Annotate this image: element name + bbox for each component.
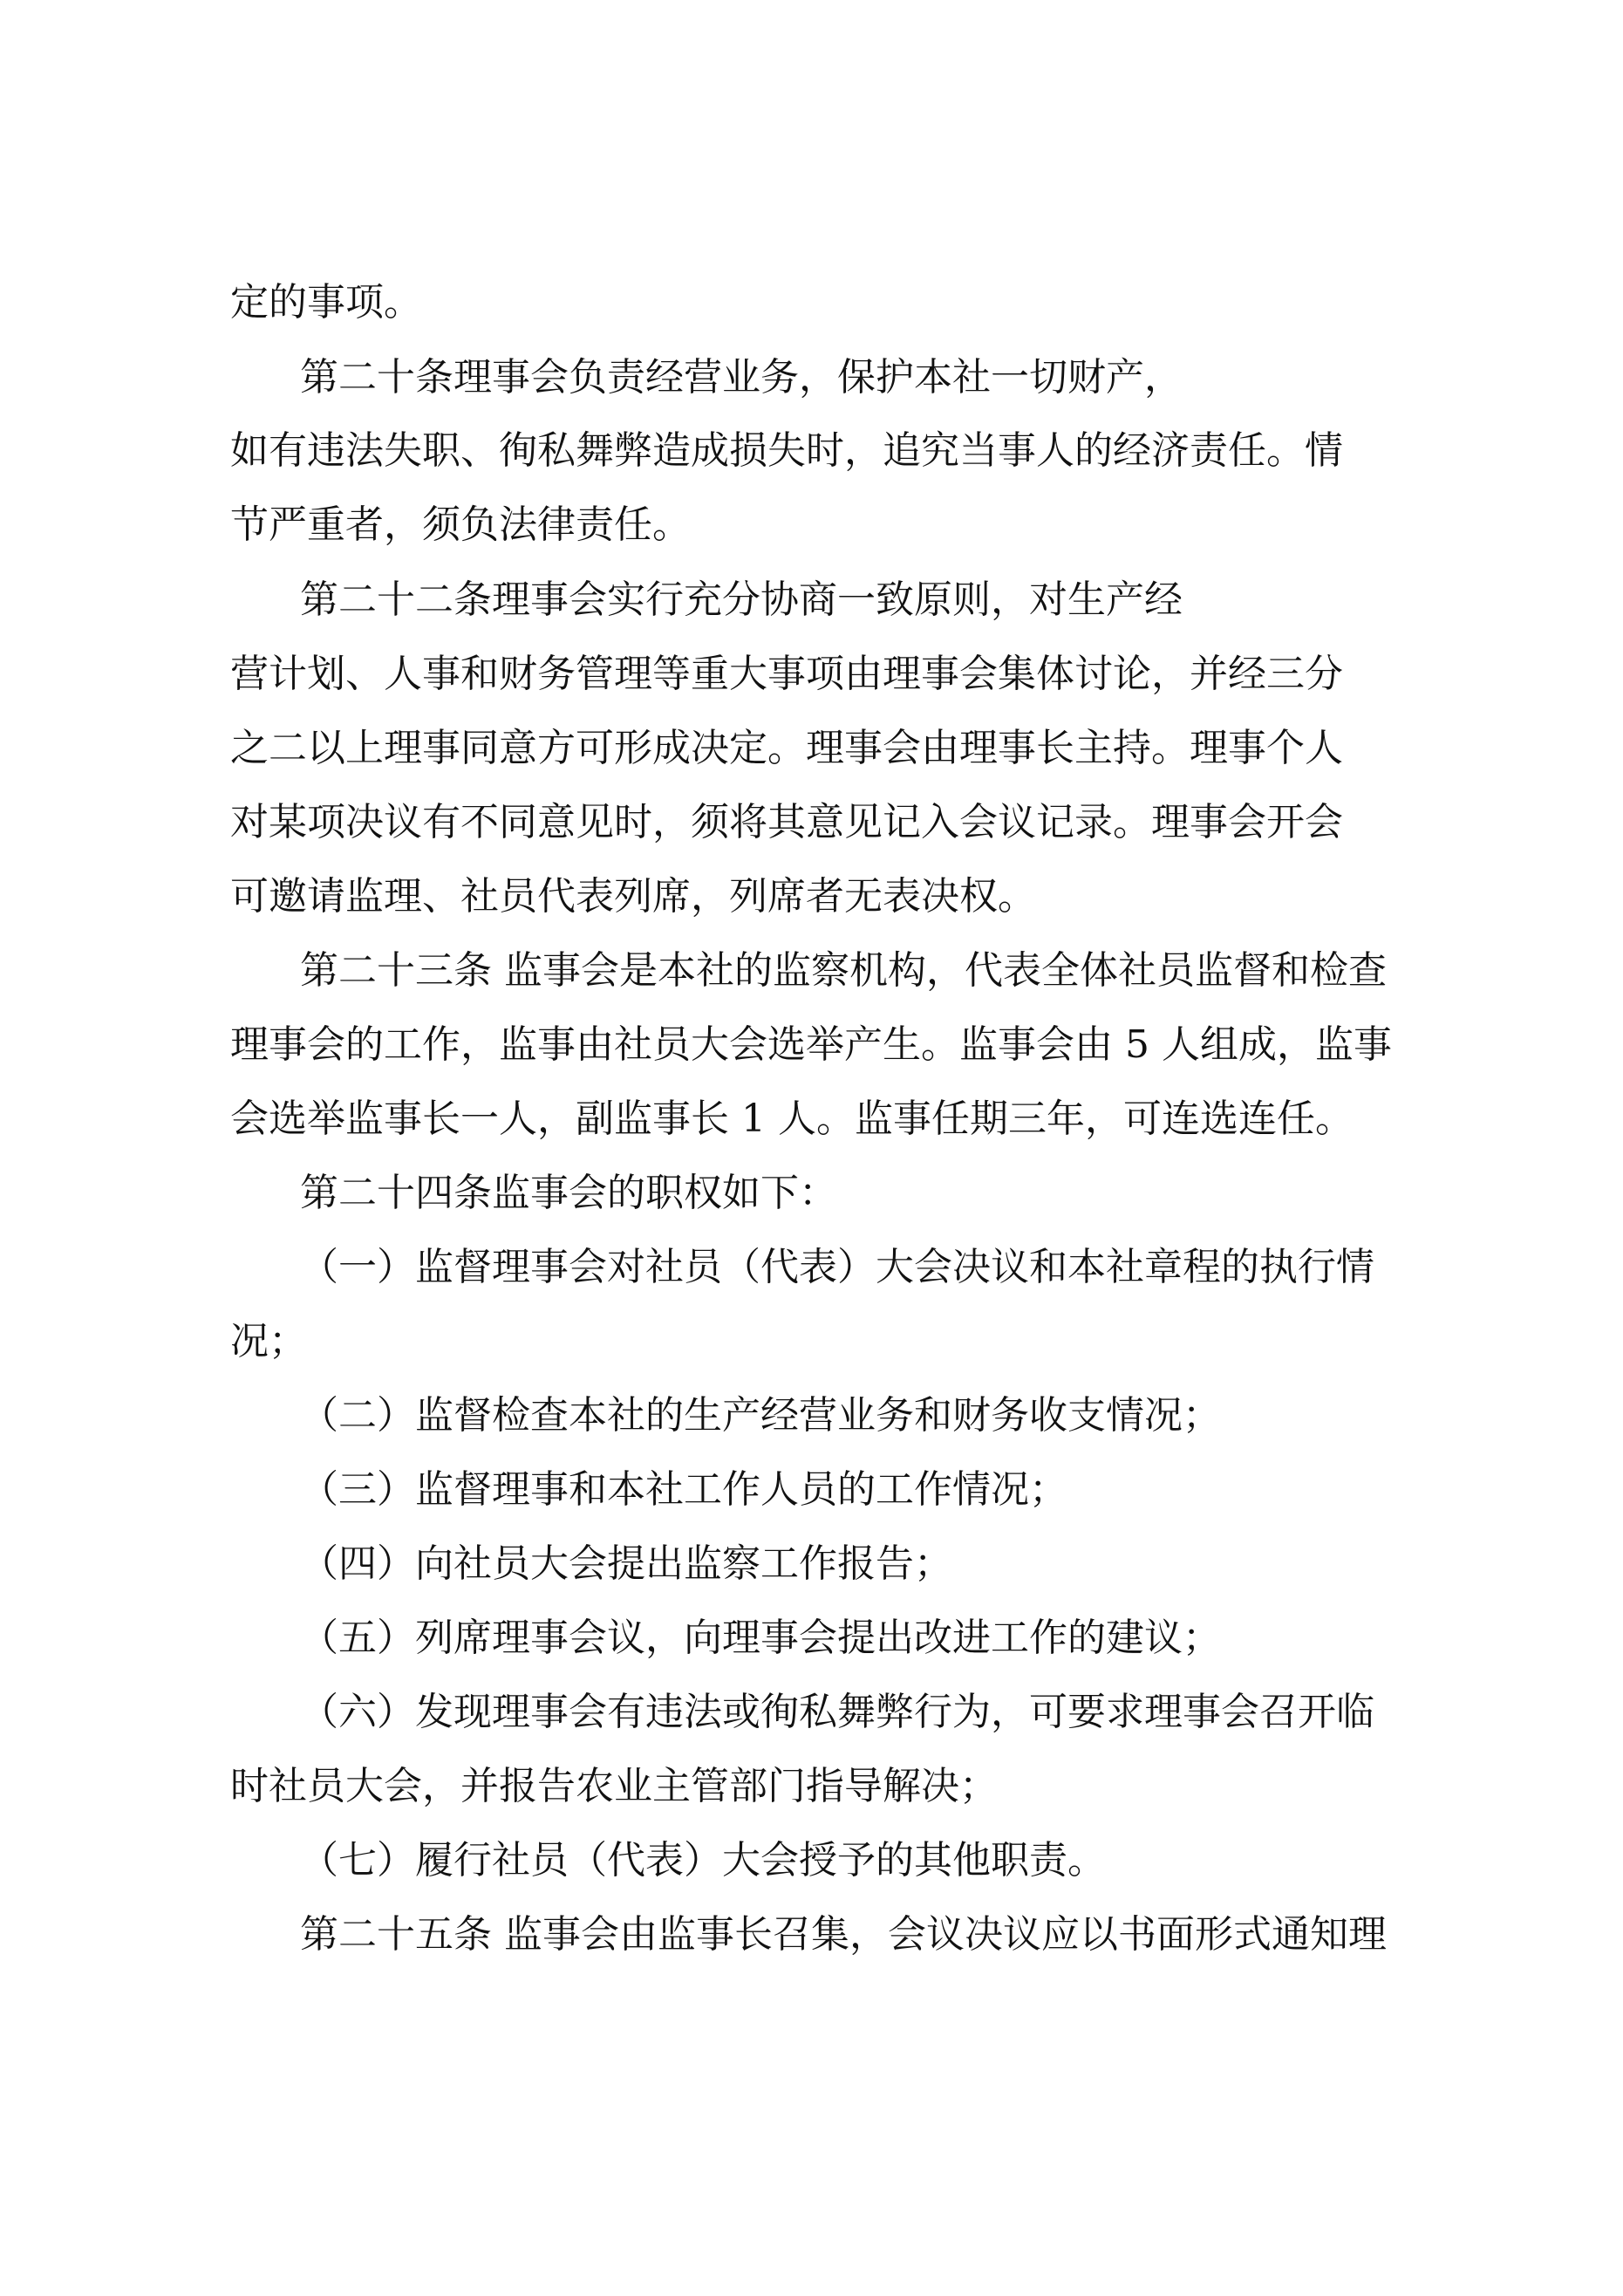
text-line: （六）发现理事会有违法或徇私舞弊行为，可要求理事会召开临 <box>300 1690 1374 1734</box>
text-line: 第二十五条 监事会由监事长召集，会议决议应以书面形式通知理 <box>300 1912 1387 1957</box>
text-line: 对某项决议有不同意见时，须将其意见记入会议记录。理事会开会 <box>230 800 1343 844</box>
text-line: 况； <box>230 1319 307 1363</box>
text-line: 如有违法失职、徇私舞弊造成损失时，追究当事人的经济责任。情 <box>230 428 1343 473</box>
text-line: （五）列席理事会议，向理事会提出改进工作的建议； <box>300 1616 1221 1660</box>
text-line: 营计划、人事和财务管理等重大事项由理事会集体讨论，并经三分 <box>230 652 1343 696</box>
text-line: 时社员大会，并报告农业主管部门指导解决； <box>230 1764 998 1808</box>
text-line: 会选举监事长一人，副监事长 1 人。监事任期三年，可连选连任。 <box>230 1097 1354 1141</box>
text-line: 第二十条理事会负责经营业务，保护本社一切财产， <box>300 355 1183 400</box>
text-line: 第二十二条理事会实行充分协商一致原则，对生产经 <box>300 577 1183 622</box>
text-line: 第二十四条监事会的职权如下： <box>300 1171 837 1215</box>
text-line: 理事会的工作，监事由社员大会选举产生。监事会由 5 人组成，监事 <box>230 1022 1392 1067</box>
text-line: 第二十三条 监事会是本社的监察机构，代表全体社员监督和检查 <box>300 948 1387 993</box>
text-line: 可邀请监理、社员代表列席，列席者无表决权。 <box>230 874 1036 919</box>
text-line: （三）监督理事和本社工作人员的工作情况； <box>300 1467 1067 1512</box>
text-line: （一）监督理事会对社员（代表）大会决议和本社章程的执行情 <box>300 1245 1374 1289</box>
text-line: （四）向社员大会提出监察工作报告； <box>300 1541 952 1586</box>
text-line: （七）履行社员（代表）大会授予的其他职责。 <box>300 1838 1106 1883</box>
text-line: 之二以上理事同意方可形成决定。理事会由理事长主持。理事个人 <box>230 726 1343 770</box>
text-line: 节严重者，须负法律责任。 <box>230 502 691 547</box>
text-line: 定的事项。 <box>230 280 422 325</box>
text-line: （二）监督检查本社的生产经营业务和财务收支情况； <box>300 1393 1221 1438</box>
